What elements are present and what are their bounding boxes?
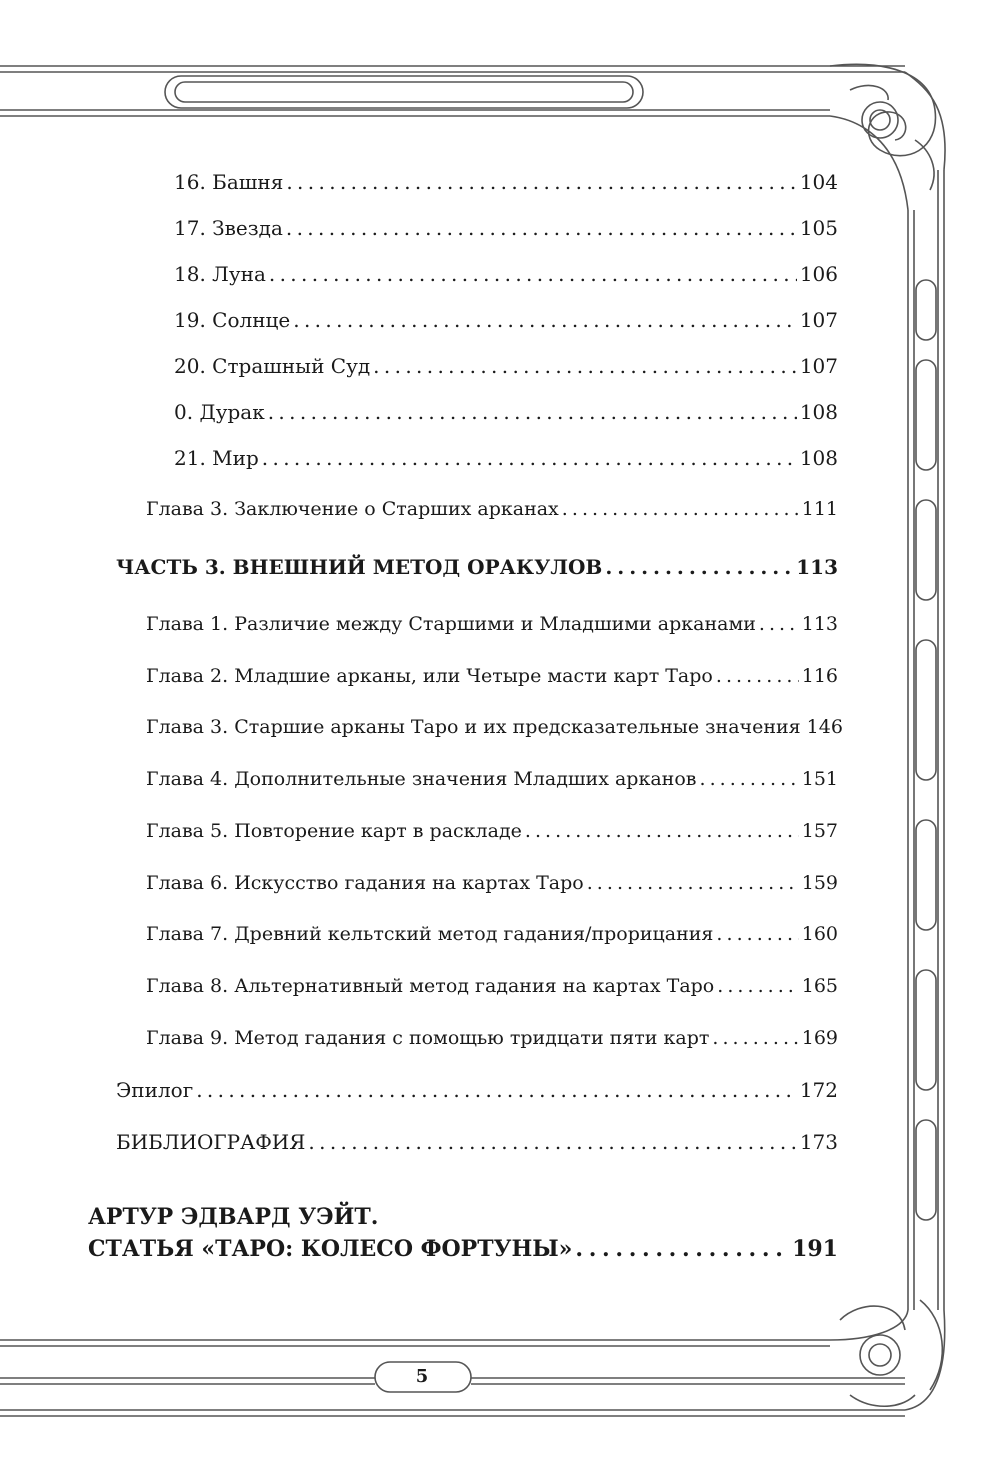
toc-entry-chapter: Глава 8. Альтернативный метод гадания на картах Таро . . . 165: [146, 975, 838, 997]
leader-dots: [269, 262, 797, 286]
toc-entry-chapter: Глава 3. Старшие арканы Таро и их предсказательные значения 146: [146, 716, 843, 738]
toc-entry-card: 20. Страшный Суд . . . 107: [174, 354, 838, 378]
toc-entry-chapter: Глава 6. Искусство гадания на картах Таро . . . 159: [146, 872, 838, 894]
leader-dots: [716, 665, 799, 687]
toc-entry-part: ЧАСТЬ 3. ВНЕШНИЙ МЕТОД ОРАКУЛОВ . . . 113: [116, 555, 838, 579]
leader-dots: [759, 613, 799, 635]
leader-dots: [196, 1078, 797, 1102]
leader-dots: [293, 308, 797, 332]
toc-entry-chapter: Глава 5. Повторение карт в раскладе . . . 157: [146, 820, 838, 842]
leader-dots: [286, 216, 797, 240]
leader-dots: [699, 768, 798, 790]
leader-dots: [712, 1027, 798, 1049]
toc-entry-card: 18. Луна . . . 106: [174, 262, 838, 286]
leader-dots: [562, 498, 799, 520]
toc-entry-article: СТАТЬЯ «ТАРО: КОЛЕСО ФОРТУНЫ» . . . 191: [88, 1236, 838, 1262]
toc-entry-card: 19. Солнце . . . 107: [174, 308, 838, 332]
toc-article-author: АРТУР ЭДВАРД УЭЙТ.: [88, 1204, 379, 1230]
toc-entry-epilogue: Эпилог . . . 172: [116, 1078, 838, 1102]
leader-dots: [373, 354, 797, 378]
toc-entry-card: 21. Мир . . . 108: [174, 446, 838, 470]
leader-dots: [716, 923, 798, 945]
leader-dots: [575, 1236, 789, 1262]
leader-dots: [605, 555, 793, 579]
leader-dots: [268, 400, 797, 424]
toc-entry-card: 16. Башня . . . 104: [174, 170, 838, 194]
leader-dots: [717, 975, 798, 997]
toc-entry-chapter: Глава 1. Различие между Старшими и Младшими арканами . . . 113: [146, 613, 838, 635]
toc-entry-card: 0. Дурак . . . 108: [174, 400, 838, 424]
page-number: 5: [415, 1366, 429, 1387]
toc-entry-card: 17. Звезда . . . 105: [174, 216, 838, 240]
toc-entry-chapter: Глава 7. Древний кельтский метод гадания/прорицания . . . 160: [146, 923, 838, 945]
toc-entry-chapter: Глава 3. Заключение о Старших арканах . . . 111: [146, 498, 838, 520]
toc-entry-chapter: Глава 9. Метод гадания с помощью тридцати пяти карт . . . 169: [146, 1027, 838, 1049]
leader-dots: [262, 446, 797, 470]
toc-entry-chapter: Глава 2. Младшие арканы, или Четыре масти карт Таро . . . 116: [146, 665, 838, 687]
leader-dots: [587, 872, 799, 894]
leader-dots: [286, 170, 796, 194]
leader-dots: [525, 820, 799, 842]
toc-entry-bibliography: БИБЛИОГРАФИЯ . . . 173: [116, 1130, 838, 1154]
leader-dots: [308, 1130, 796, 1154]
toc-entry-chapter: Глава 4. Дополнительные значения Младших арканов . . . 151: [146, 768, 838, 790]
